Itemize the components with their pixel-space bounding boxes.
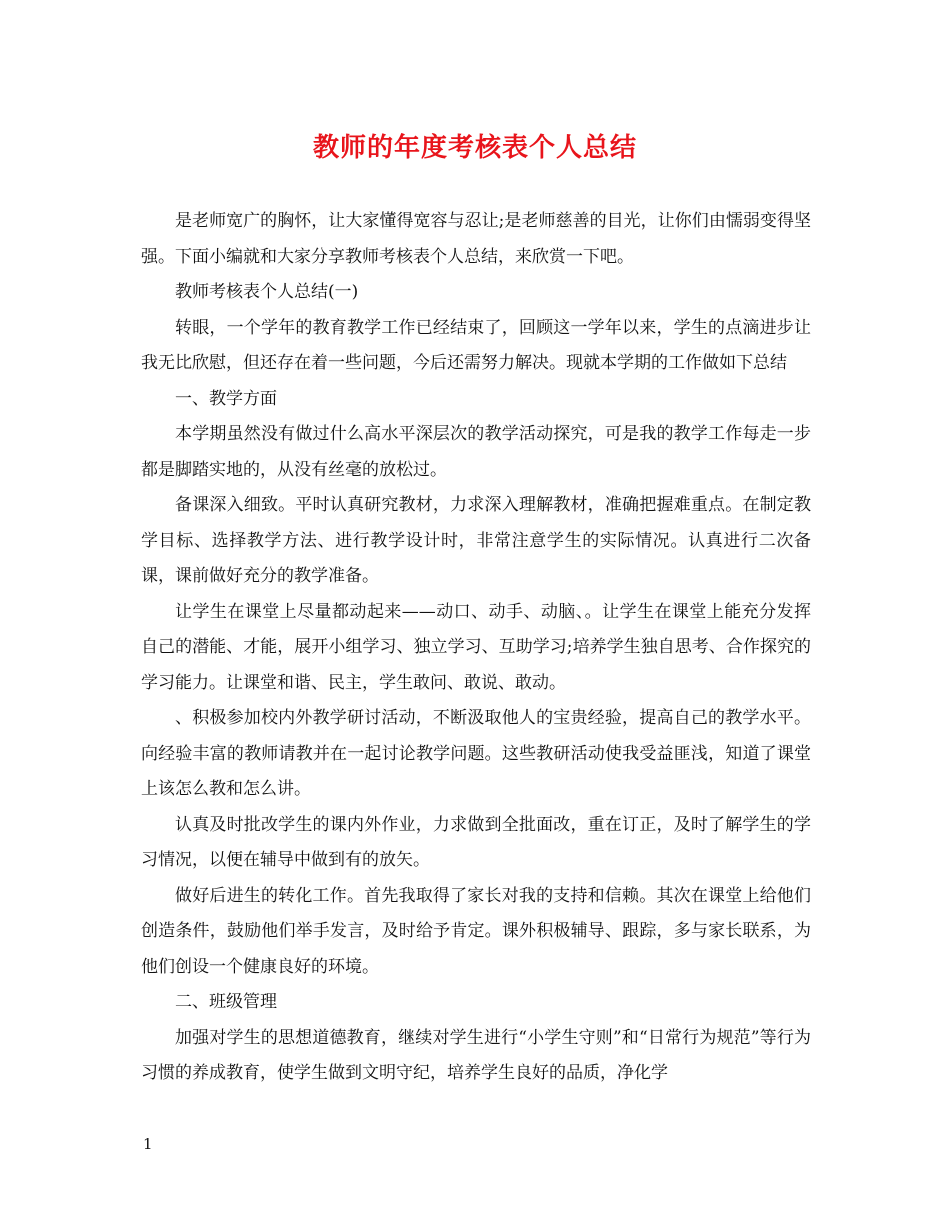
paragraph-teaching-overview: 本学期虽然没有做过什么高水平深层次的教学活动探究，可是我的教学工作每走一步都是脚踏实地的，从没有丝毫的放松过。 bbox=[141, 424, 811, 480]
page-number: 1 bbox=[143, 1135, 153, 1153]
paragraph-opening: 转眼，一个学年的教育教学工作已经结束了，回顾这一学年以来，学生的点滴进步让我无比欣慰，但还存在着一些问题，今后还需努力解决。现就本学期的工作做如下总结 bbox=[141, 317, 811, 373]
paragraph-lesson-prep: 备课深入细致。平时认真研究教材，力求深入理解教材，准确把握难重点。在制定教学目标、选择教学方法、进行教学设计时，非常注意学生的实际情况。认真进行二次备课，课前做好充分的教学准备。 bbox=[141, 495, 811, 586]
paragraph-teaching-research: 、积极参加校内外教学研讨活动，不断汲取他人的宝贵经验，提高自己的教学水平。向经验丰富的教师请教并在一起讨论教学问题。这些教研活动使我受益匪浅，知道了课堂上该怎么教和怎么讲。 bbox=[141, 708, 811, 799]
paragraph-heading-teaching: 一、教学方面 bbox=[175, 388, 277, 409]
paragraph-section-heading: 教师考核表个人总结(一) bbox=[175, 282, 359, 302]
paragraph-intro: 是老师宽广的胸怀，让大家懂得宽容与忍让;是老师慈善的目光，让你们由懦弱变得坚强。下面小编就和大家分享教师考核表个人总结，来欣赏一下吧。 bbox=[141, 211, 811, 267]
paragraph-struggling-students: 做好后进生的转化工作。首先我取得了家长对我的支持和信赖。其次在课堂上给他们创造条件，鼓励他们举手发言，及时给予肯定。课外积极辅导、跟踪，多与家长联系，为他们创设一个健康良好的环境。 bbox=[141, 885, 811, 977]
document-title: 教师的年度考核表个人总结 bbox=[312, 133, 637, 163]
paragraph-moral-education: 加强对学生的思想道德教育，继续对学生进行“小学生守则”和“日常行为规范”等行为习惯的养成教育，使学生做到文明守纪，培养学生良好的品质，净化学 bbox=[141, 1027, 811, 1083]
paragraph-homework: 认真及时批改学生的课内外作业，力求做到全批面改，重在订正，及时了解学生的学习情况，以便在辅导中做到有的放矢。 bbox=[141, 814, 811, 870]
paragraph-heading-class-management: 二、班级管理 bbox=[175, 992, 277, 1012]
paragraph-classroom-activity: 让学生在课堂上尽量都动起来——动口、动手、动脑、。让学生在课堂上能充分发挥自己的潜能、才能，展开小组学习、独立学习、互助学习;培养学生独自思考、合作探究的学习能力。让课堂和谐、民主，学生敢问、敢说、敢动。 bbox=[141, 601, 811, 693]
document-body bbox=[141, 204, 811, 1092]
